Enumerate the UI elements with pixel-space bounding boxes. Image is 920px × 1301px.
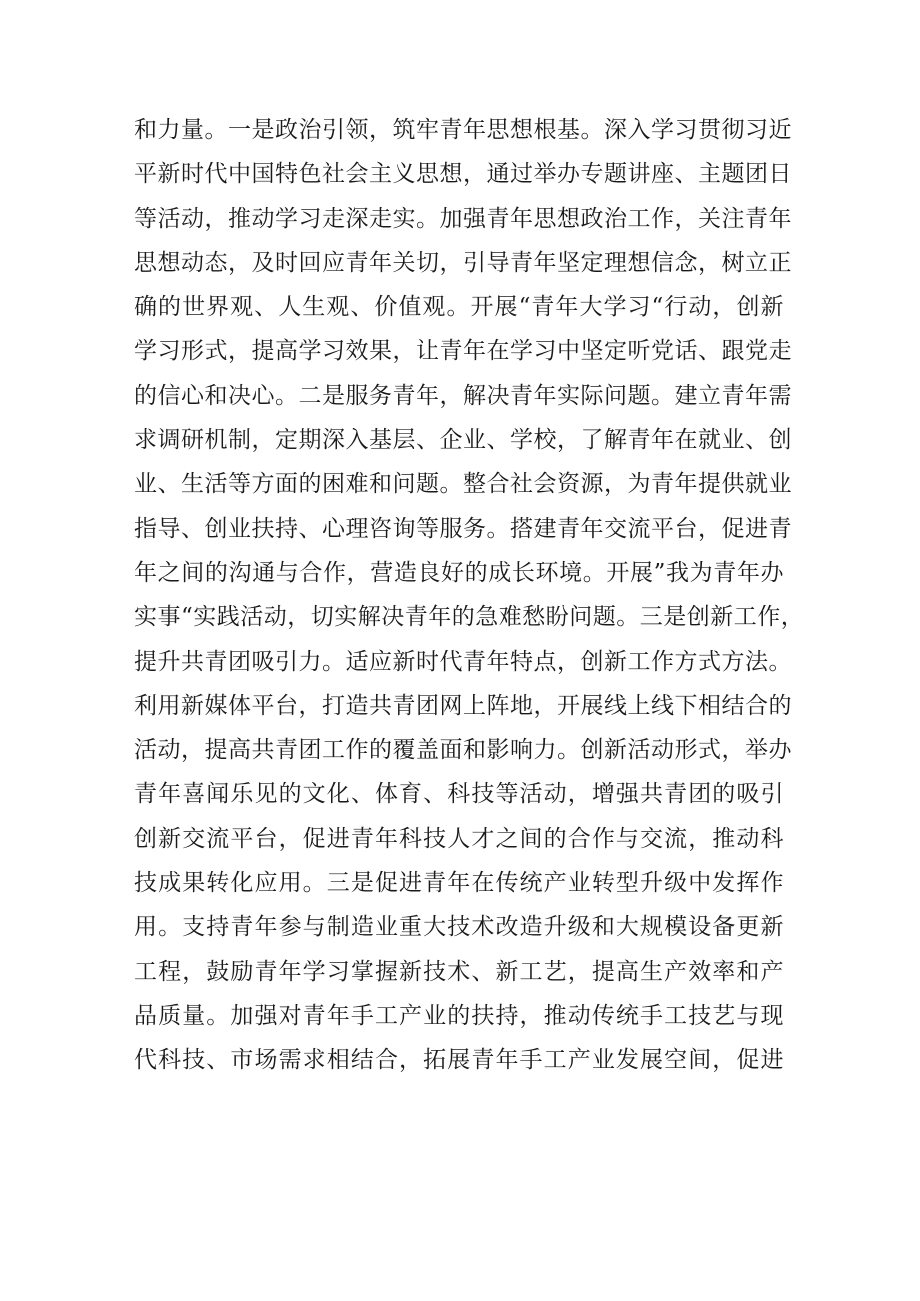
- text-line: 实事“实践活动，切实解决青年的急难愁盼问题。三是创新工作，: [134, 604, 805, 631]
- text-line: 学习形式，提高学习效果，让青年在学习中坚定听党话、跟党走: [134, 338, 792, 365]
- text-line: 工程，鼓励青年学习掌握新技术、新工艺，提高生产效率和产: [134, 958, 784, 985]
- text-line: 求调研机制，定期深入基层、企业、学校，了解青年在就业、创: [134, 427, 792, 454]
- text-line: 确的世界观、人生观、价值观。开展“青年大学习“行动，创新: [134, 294, 784, 321]
- text-line: 利用新媒体平台，打造共青团网上阵地，开展线上线下相结合的: [134, 692, 792, 719]
- text-line: 业、生活等方面的困难和问题。整合社会资源，为青年提供就业: [134, 471, 792, 498]
- text-line: 用。支持青年参与制造业重大技术改造升级和大规模设备更新: [134, 914, 784, 941]
- text-line: 思想动态，及时回应青年关切，引导青年坚定理想信念，树立正: [134, 249, 792, 276]
- text-line: 创新交流平台，促进青年科技人才之间的合作与交流，推动科: [134, 825, 784, 852]
- text-line: 等活动，推动学习走深走实。加强青年思想政治工作，关注青年: [134, 205, 792, 232]
- text-line: 活动，提高共青团工作的覆盖面和影响力。创新活动形式，举办: [134, 737, 792, 764]
- text-line: 指导、创业扶持、心理咨询等服务。搭建青年交流平台，促进青: [134, 515, 792, 542]
- text-line: 品质量。加强对青年手工产业的扶持，推动传统手工技艺与现: [134, 1002, 784, 1029]
- text-line: 年之间的沟通与合作，营造良好的成长环境。开展”我为青年办: [134, 559, 784, 586]
- text-line: 平新时代中国特色社会主义思想，通过举办专题讲座、主题团日: [134, 161, 792, 188]
- text-line: 代科技、市场需求相结合，拓展青年手工产业发展空间，促进: [134, 1047, 784, 1074]
- text-line: 和力量。一是政治引领，筑牢青年思想根基。深入学习贯彻习近: [134, 117, 792, 143]
- text-line: 的信心和决心。二是服务青年，解决青年实际问题。建立青年需: [134, 382, 792, 409]
- text-line: 技成果转化应用。三是促进青年在传统产业转型升级中发挥作: [134, 870, 784, 897]
- body-text: [134, 108, 805, 1083]
- text-line: 青年喜闻乐见的文化、体育、科技等活动，增强共青团的吸引: [134, 781, 784, 808]
- text-line: 提升共青团吸引力。适应新时代青年特点，创新工作方式方法。: [134, 648, 792, 675]
